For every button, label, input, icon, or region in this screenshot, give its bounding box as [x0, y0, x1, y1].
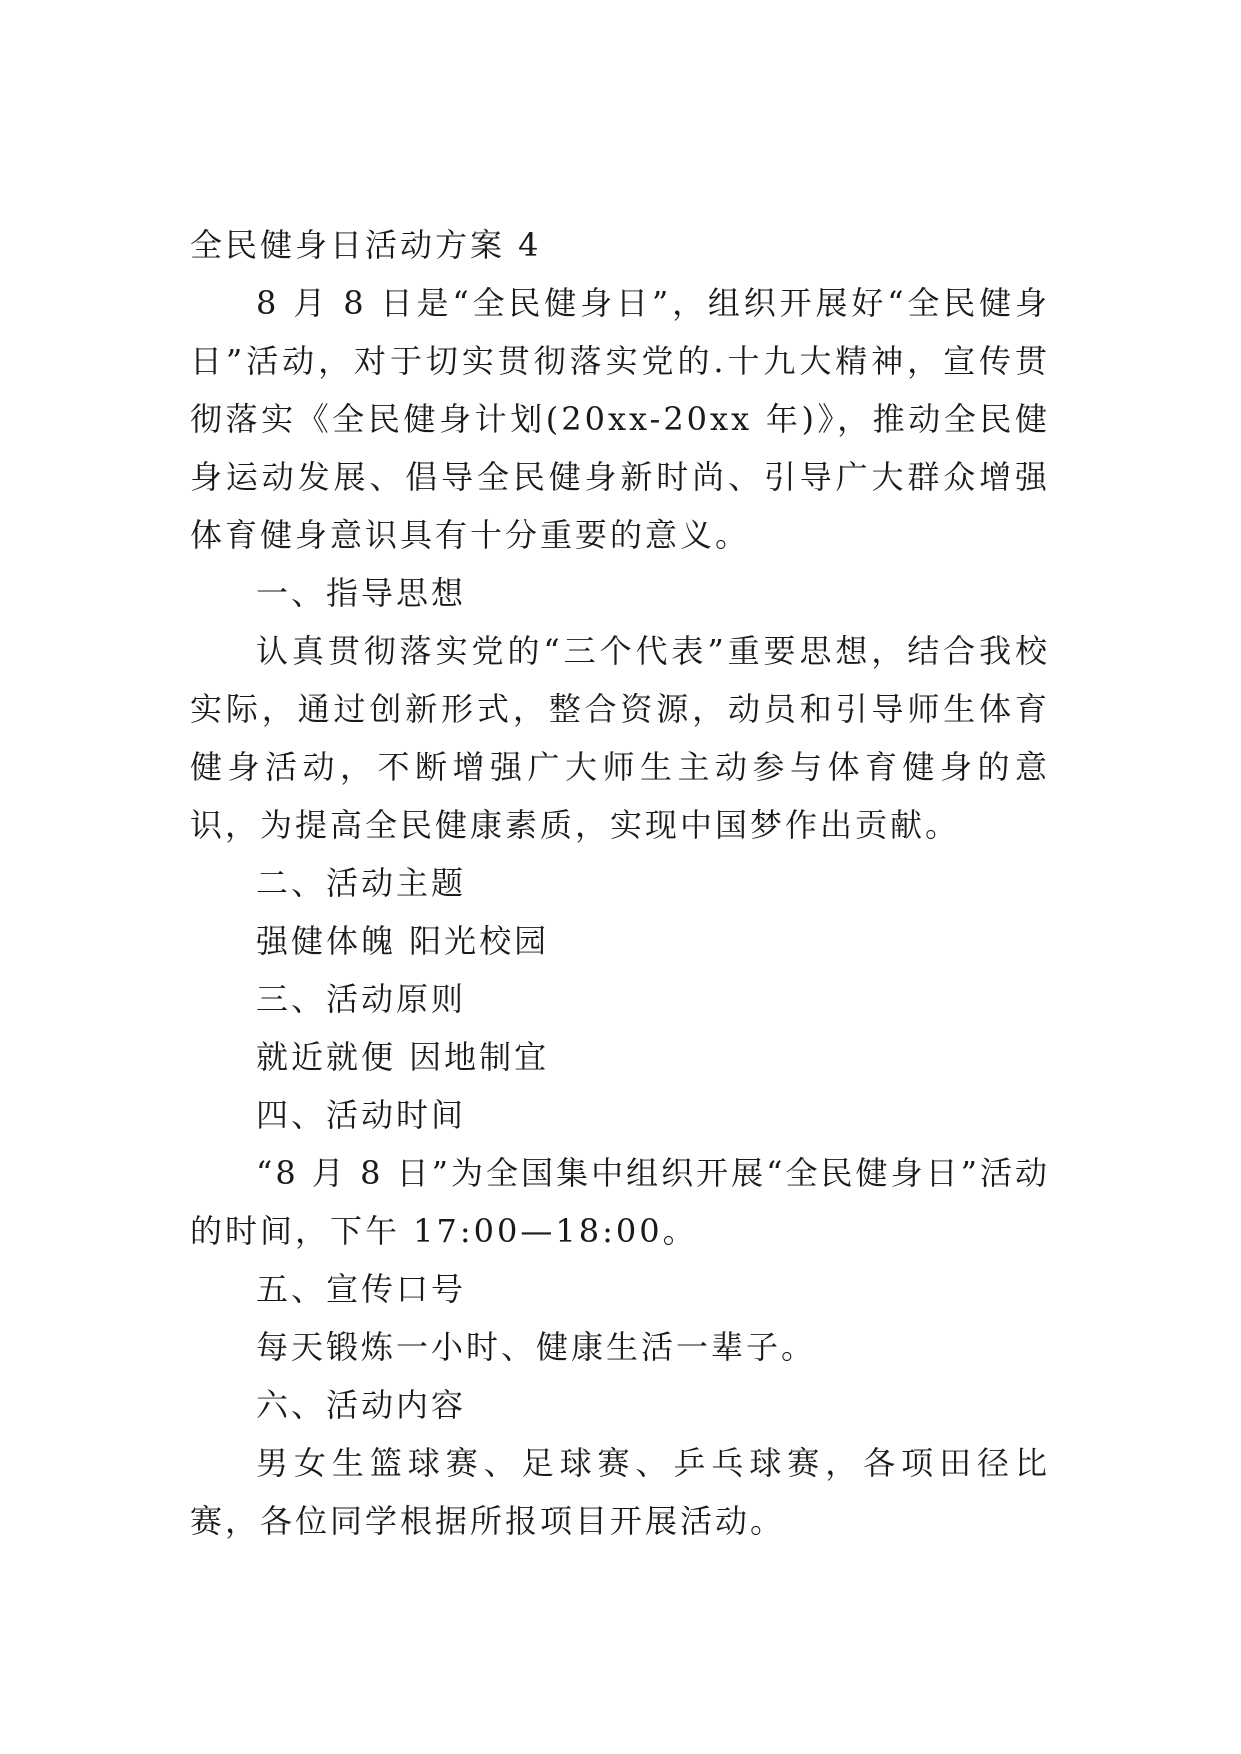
section-heading-activity-time: 四、活动时间	[256, 1096, 467, 1134]
activity-principle-text: 就近就便 因地制宜	[256, 1038, 550, 1076]
intro-paragraph: 8 月 8 日是“全民健身日”，组织开展好“全民健身日”活动，对于切实贯彻落实党的.十九大精神，宣传贯彻落实《全民健身计划(20xx-20xx 年)》，推动全民健身运动发展、倡导全民健身新时尚、引导广大群众增强体育健身意识具有十分重要的意义。	[190, 284, 1050, 554]
section-heading-guiding-ideology: 一、指导思想	[256, 574, 467, 612]
guiding-ideology-paragraph: 认真贯彻落实党的“三个代表”重要思想，结合我校实际，通过创新形式，整合资源，动员和引导师生体育健身活动，不断增强广大师生主动参与体育健身的意识，为提高全民健康素质，实现中国梦作出贡献。	[190, 632, 1050, 844]
section-heading-activity-principle: 三、活动原则	[256, 980, 467, 1018]
document-body	[190, 216, 1050, 1550]
activity-content-paragraph: 男女生篮球赛、足球赛、乒乓球赛，各项田径比赛，各位同学根据所报项目开展活动。	[190, 1444, 1050, 1540]
section-heading-activity-content: 六、活动内容	[256, 1386, 467, 1424]
document-title: 全民健身日活动方案 4	[190, 226, 542, 264]
section-heading-slogan: 五、宣传口号	[256, 1270, 467, 1308]
slogan-text: 每天锻炼一小时、健康生活一辈子。	[256, 1328, 817, 1366]
section-heading-activity-theme: 二、活动主题	[256, 864, 467, 902]
activity-theme-text: 强健体魄 阳光校园	[256, 922, 550, 960]
activity-time-paragraph: “8 月 8 日”为全国集中组织开展“全民健身日”活动的时间，下午 17:00—18:00。	[190, 1154, 1050, 1250]
